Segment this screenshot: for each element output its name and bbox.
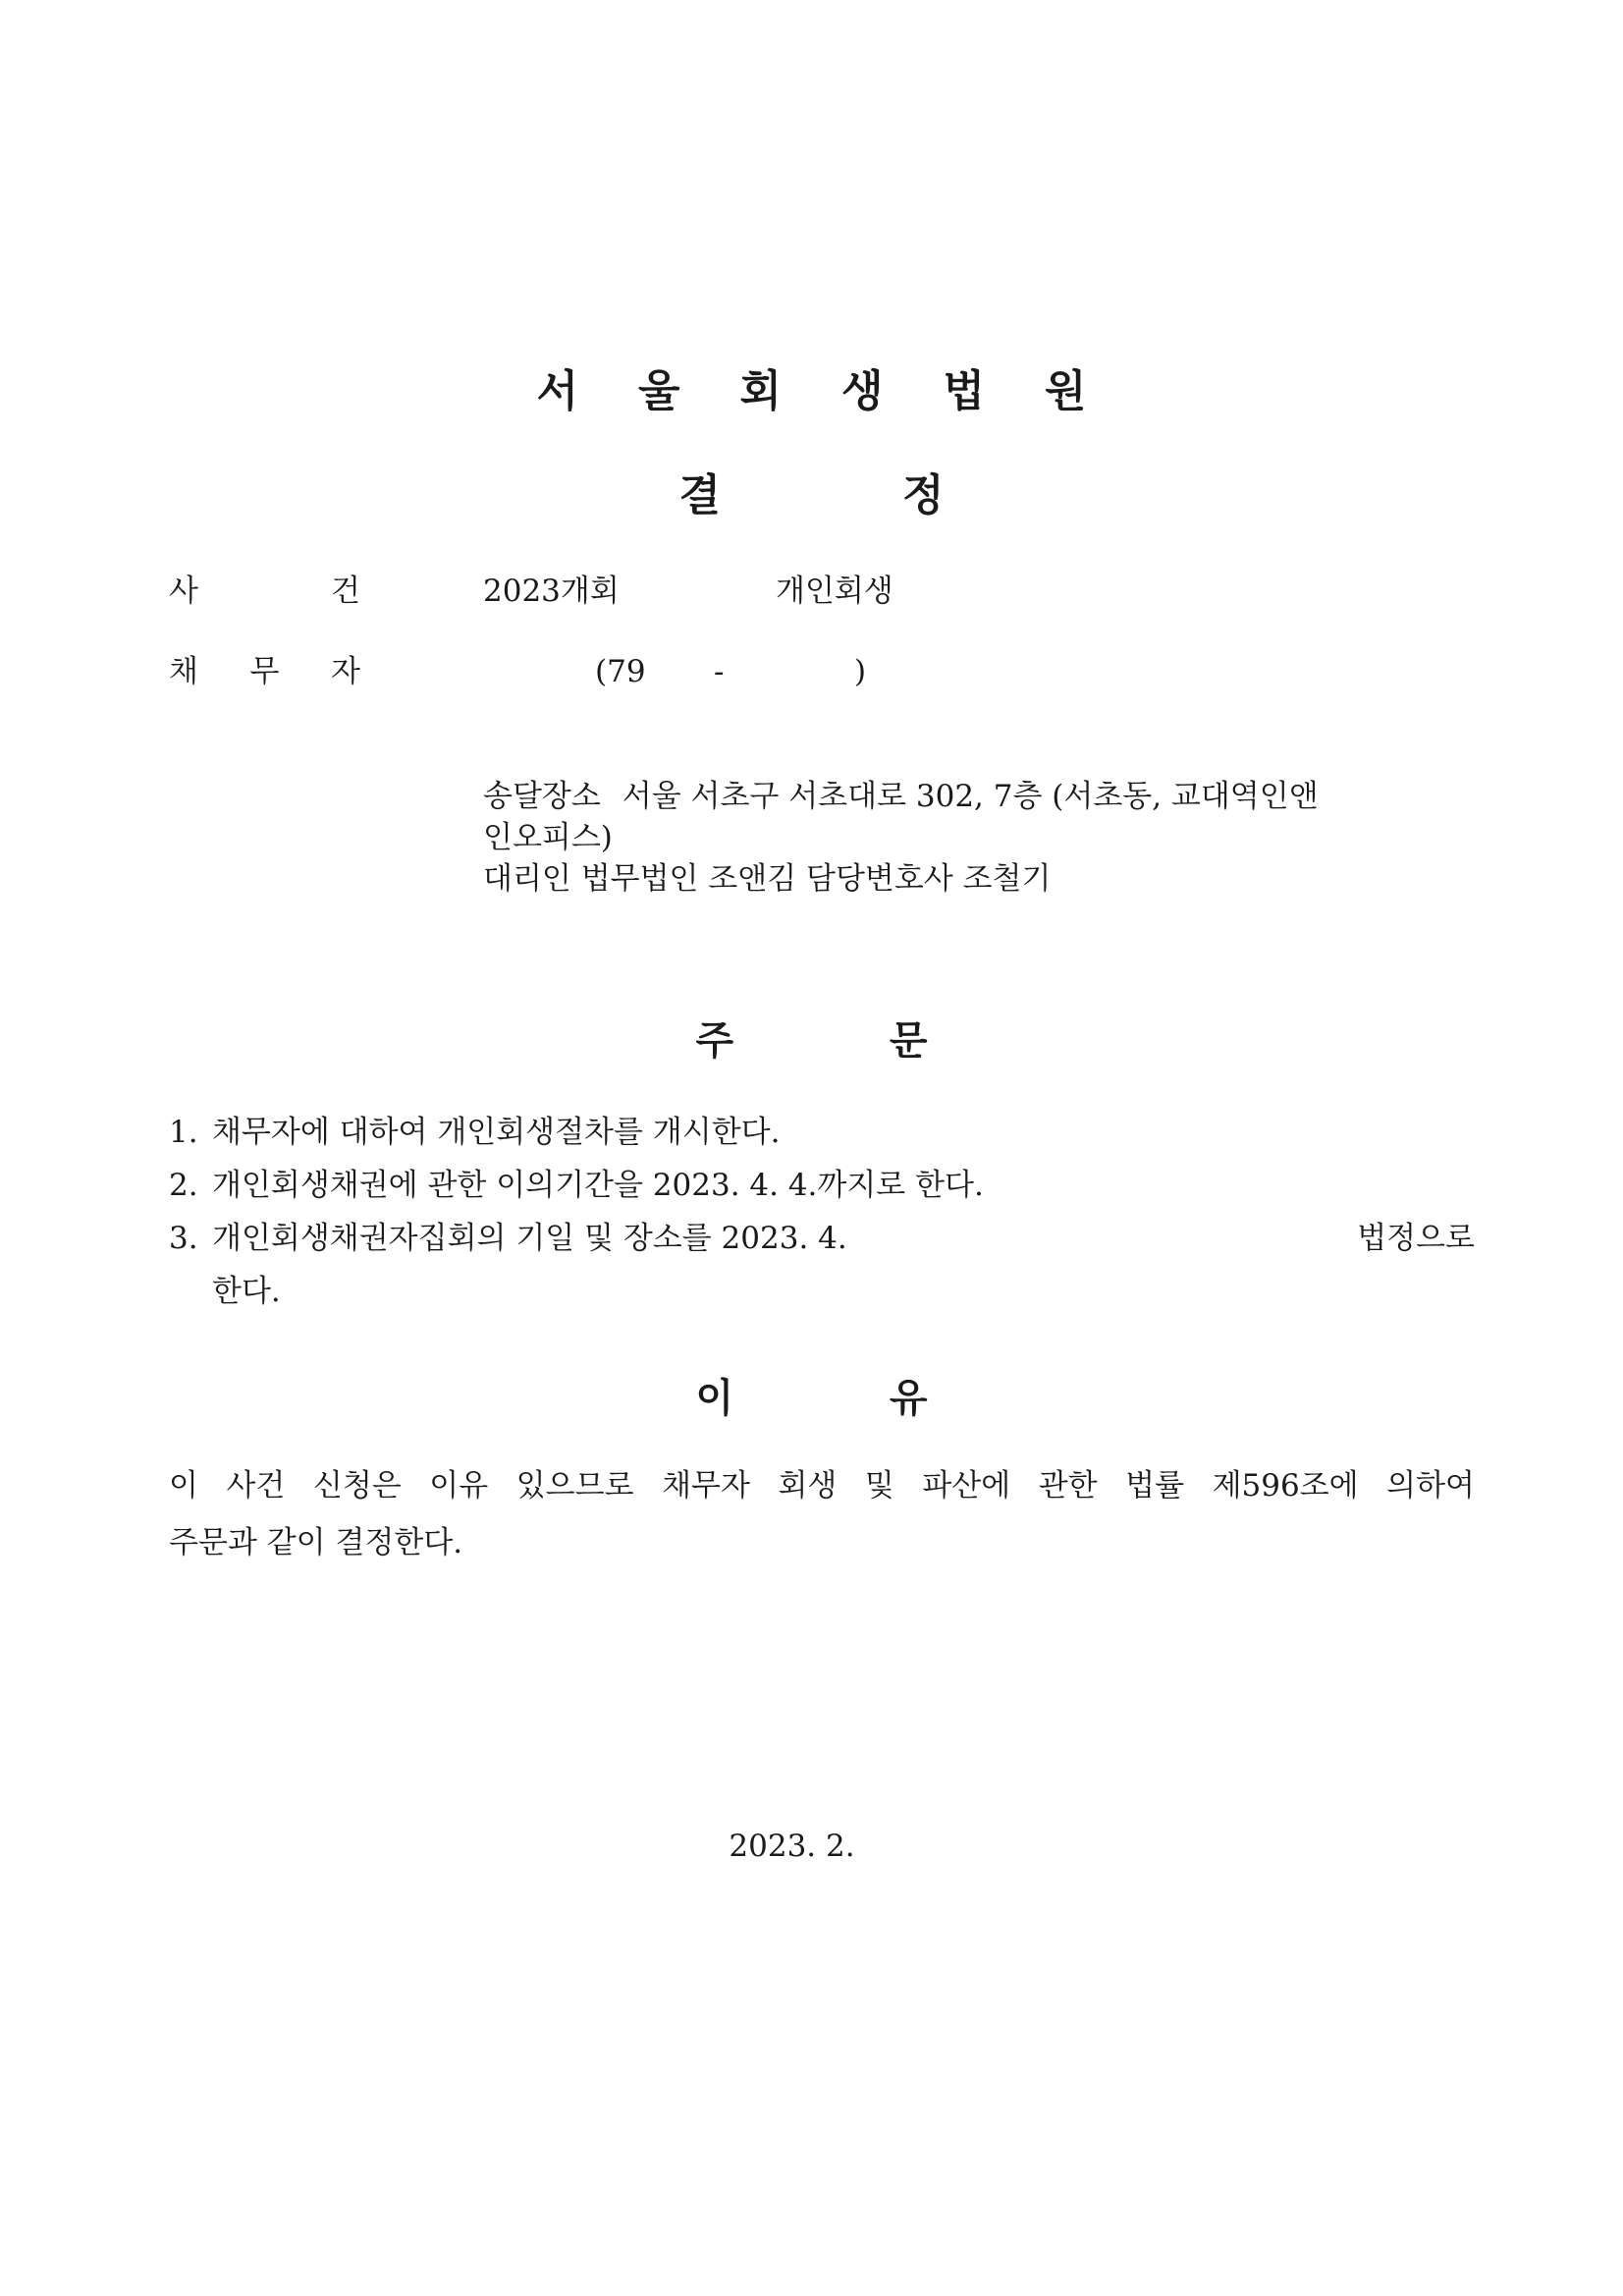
reason-word: 채무자 (662, 1468, 750, 1503)
order-item (169, 1159, 1475, 1212)
reason-word: 회생 (778, 1468, 838, 1503)
debtor-label-char: 채 (169, 654, 198, 689)
reason-word: 및 (864, 1468, 894, 1503)
order-item-text: 개인회생채권자집회의 기일 및 장소를 2023. 4. (212, 1221, 847, 1256)
reason-word: 관한 (1038, 1468, 1098, 1503)
reason-word: 법률 (1125, 1468, 1185, 1503)
court-title-char: 회 (739, 366, 782, 416)
service-address-line-2: 인오피스) (483, 820, 613, 855)
reason-word: 이 (169, 1468, 198, 1503)
reason-heading (0, 1367, 1623, 1423)
debtor-dob-dash: - (714, 654, 725, 689)
order-item-text: 채무자에 대하여 개인회생절차를 개시한다. (212, 1115, 781, 1150)
order-heading-char: 주 (695, 1018, 734, 1064)
order-item-number: 1. (169, 1115, 198, 1150)
order-item-number: 3. (169, 1221, 198, 1256)
court-title-char: 생 (840, 366, 884, 416)
reason-word: 파산에 (922, 1468, 1011, 1503)
debtor-label-char: 자 (331, 654, 360, 689)
debtor-dob-close: ) (854, 654, 867, 689)
decision-date (0, 1829, 1623, 1864)
document-type-title (0, 460, 1623, 522)
order-item-suffix: 법정으로 (1357, 1221, 1475, 1256)
reason-line-2: 주문과 같이 결정한다. (169, 1525, 463, 1560)
debtor-dob-open: (79 (595, 654, 646, 689)
doc-type-char: 결 (678, 470, 722, 520)
court-title-char: 법 (943, 366, 985, 416)
service-address-block (483, 776, 1475, 900)
order-item-continuation: 한다. (212, 1274, 281, 1309)
reason-text (169, 1457, 1475, 1571)
service-address-line (483, 776, 1475, 817)
case-number: 2023개회 (483, 574, 620, 609)
court-title-char: 울 (637, 366, 680, 416)
order-item (169, 1106, 1475, 1159)
agent-line: 대리인 법무법인 조앤김 담당변호사 조철기 (483, 861, 1052, 897)
order-heading-char: 문 (889, 1018, 928, 1064)
reason-heading-char: 유 (889, 1376, 928, 1421)
order-heading (0, 1010, 1623, 1066)
reason-word: 의하여 (1386, 1468, 1475, 1503)
reason-word: 사건 (226, 1468, 286, 1503)
order-item-text: 개인회생채권에 관한 이의기간을 2023. 4. 4.까지로 한다. (212, 1168, 984, 1203)
case-label-char: 사 (169, 574, 198, 609)
debtor-label (169, 652, 360, 691)
reason-word: 제596조에 (1212, 1468, 1359, 1503)
case-label (169, 572, 360, 611)
service-address: 서울 서초구 서초대로 302, 7층 (서초동, 교대역인앤 (622, 779, 1319, 814)
reason-line-1 (169, 1457, 1475, 1514)
service-label: 송달장소 (483, 779, 601, 814)
reason-heading-char: 이 (695, 1376, 734, 1421)
court-title (0, 355, 1623, 418)
decision-date-text: 2023. 2. (729, 1829, 855, 1864)
order-item (169, 1212, 1475, 1265)
court-title-char: 서 (536, 366, 579, 416)
case-type: 개인회생 (776, 574, 893, 609)
reason-word: 있으므로 (515, 1468, 634, 1503)
order-list (169, 1106, 1475, 1318)
doc-type-char: 정 (901, 470, 945, 520)
reason-word: 이유 (429, 1468, 489, 1503)
order-item-number: 2. (169, 1168, 198, 1203)
case-label-char: 건 (331, 574, 360, 609)
court-title-char: 원 (1044, 366, 1087, 416)
debtor-label-char: 무 (249, 654, 280, 689)
reason-word: 신청은 (312, 1468, 402, 1503)
